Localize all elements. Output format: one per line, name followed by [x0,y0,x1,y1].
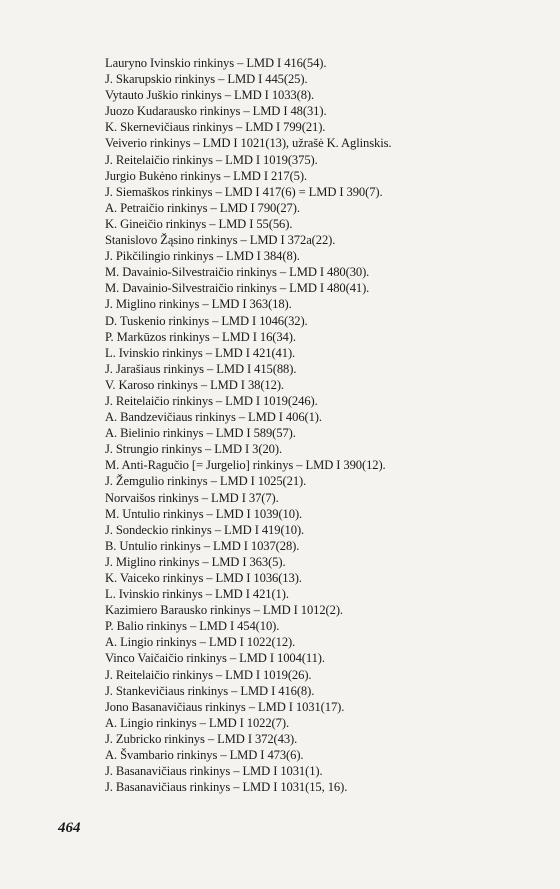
source-line: D. Tuskenio rinkinys – LMD I 1046(32). [105,313,308,328]
source-line: Veiverio rinkinys – LMD I 1021(13), užrašė K. Aglinskis. [105,136,392,151]
source-line: Stanislovo Žąsino rinkinys – LMD I 372a(22). [105,233,336,248]
source-list [105,55,391,795]
source-line: J. Jarašiaus rinkinys – LMD I 415(88). [105,361,297,376]
source-line: J. Miglino rinkinys – LMD I 363(18). [105,297,292,312]
source-line: A. Bandzevičiaus rinkinys – LMD I 406(1). [105,410,322,425]
source-line: K. Skernevičiaus rinkinys – LMD I 799(21). [105,120,326,135]
source-line: J. Basanavičiaus rinkinys – LMD I 1031(15, 16). [105,780,348,795]
source-line: J. Sondeckio rinkinys – LMD I 419(10). [105,522,305,537]
source-line: M. Anti-Ragučio [= Jurgelio] rinkinys – LMD I 390(12). [105,458,386,473]
source-line: J. Zubricko rinkinys – LMD I 372(43). [105,731,298,746]
source-line: Juozo Kudarausko rinkinys – LMD I 48(31). [105,104,327,119]
source-line: J. Miglino rinkinys – LMD I 363(5). [105,554,286,569]
source-line: J. Skarupskio rinkinys – LMD I 445(25). [105,72,308,87]
source-line: A. Bielinio rinkinys – LMD I 589(57). [105,426,296,441]
source-line: J. Reitelaičio rinkinys – LMD I 1019(246). [105,393,318,408]
source-line: P. Markūzos rinkinys – LMD I 16(34). [105,329,296,344]
source-line: A. Lingio rinkinys – LMD I 1022(7). [105,715,289,730]
source-line: Jono Basanavičiaus rinkinys – LMD I 1031(17). [105,699,345,714]
source-line: J. Žemgulio rinkinys – LMD I 1025(21). [105,474,307,489]
source-line: Vinco Vaičaičio rinkinys – LMD I 1004(11). [105,651,325,666]
source-line: M. Davainio-Silvestraičio rinkinys – LMD I 480(41). [105,281,370,296]
source-line: A. Lingio rinkinys – LMD I 1022(12). [105,635,296,650]
source-line: L. Ivinskio rinkinys – LMD I 421(1). [105,587,289,602]
source-line: V. Karoso rinkinys – LMD I 38(12). [105,377,284,392]
source-line: K. Vaiceko rinkinys – LMD I 1036(13). [105,571,302,585]
source-line: P. Balio rinkinys – LMD I 454(10). [105,619,280,634]
source-line: L. Ivinskio rinkinys – LMD I 421(41). [105,345,296,360]
source-line: A. Petraičio rinkinys – LMD I 790(27). [105,200,300,215]
source-line: M. Untulio rinkinys – LMD I 1039(10). [105,506,303,521]
source-line: Norvaišos rinkinys – LMD I 37(7). [105,490,279,505]
source-line: K. Gineičio rinkinys – LMD I 55(56). [105,216,293,231]
source-line: J. Pikčilingio rinkinys – LMD I 384(8). [105,249,300,264]
source-line: Jurgio Bukėno rinkinys – LMD I 217(5). [105,168,308,183]
source-line: J. Reitelaičio rinkinys – LMD I 1019(26). [105,667,312,682]
source-line: B. Untulio rinkinys – LMD I 1037(28). [105,538,300,553]
source-line: Vytauto Juškio rinkinys – LMD I 1033(8). [105,88,315,103]
source-line: A. Švambario rinkinys – LMD I 473(6). [105,748,304,763]
source-line: J. Strungio rinkinys – LMD I 3(20). [105,442,283,457]
page-number: 464 [58,820,81,836]
source-line: M. Davainio-Silvestraičio rinkinys – LMD I 480(30). [105,265,370,280]
source-line: Lauryno Ivinskio rinkinys – LMD I 416(54). [105,56,327,70]
source-line: J. Siemaškos rinkinys – LMD I 417(6) = LMD I 390(7). [105,184,383,199]
source-line: Kazimiero Barausko rinkinys – LMD I 1012(2). [105,603,343,618]
source-line: J. Reitelaičio rinkinys – LMD I 1019(375). [105,152,318,167]
source-line: J. Stankevičiaus rinkinys – LMD I 416(8). [105,683,315,698]
source-line: J. Basanavičiaus rinkinys – LMD I 1031(1). [105,764,323,779]
